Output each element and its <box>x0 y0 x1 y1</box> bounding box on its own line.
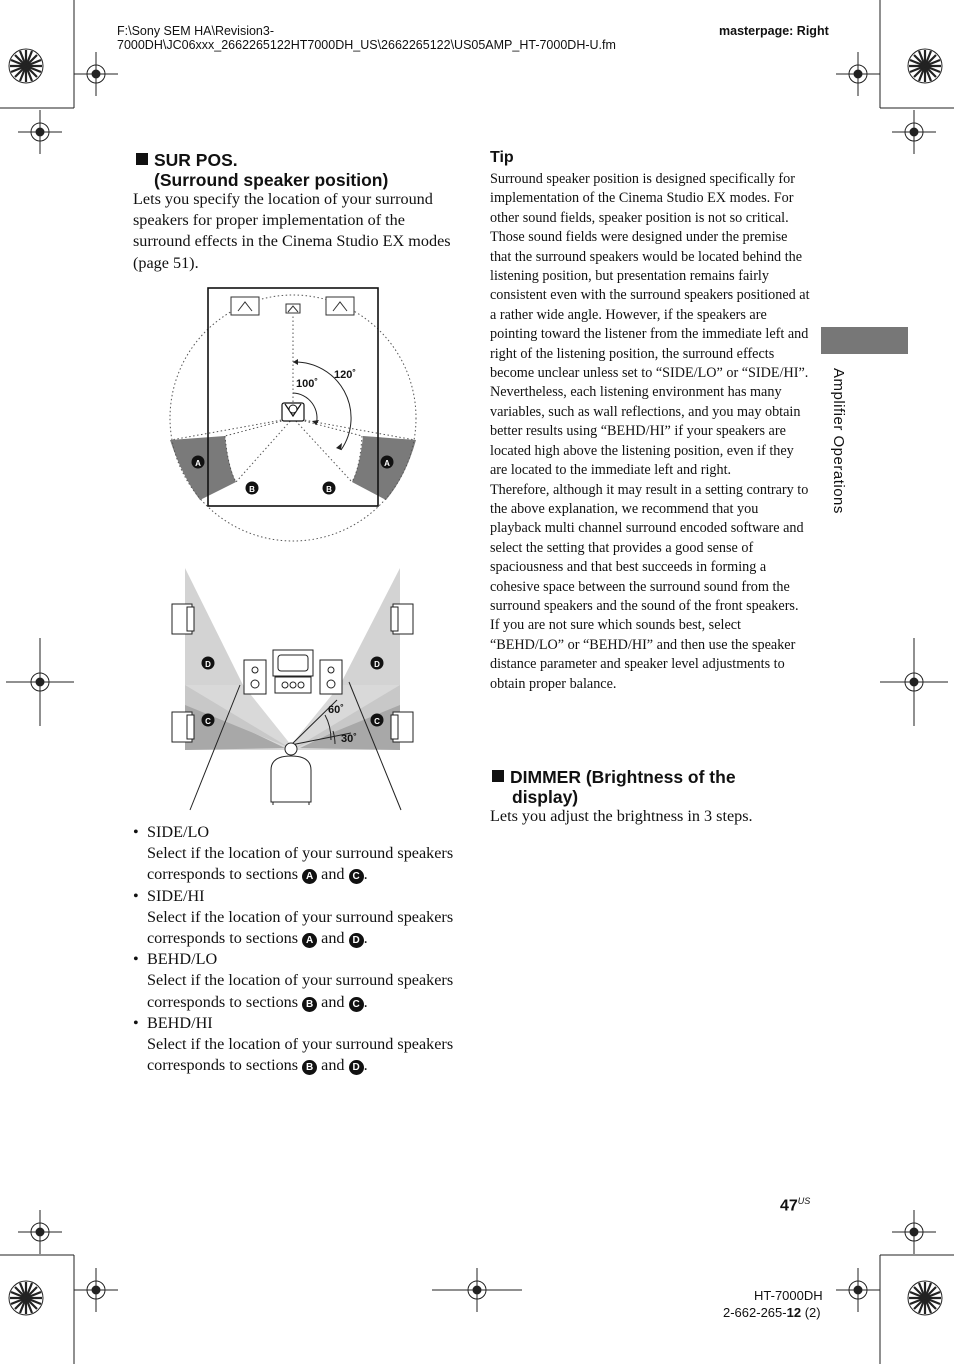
label-d-right <box>371 657 384 670</box>
option-behd-lo <box>133 949 473 1013</box>
front-left-tower <box>244 660 266 694</box>
svg-text:B: B <box>326 485 332 494</box>
option-name: BEHD/HI <box>147 1013 213 1032</box>
angle-30-label: 30˚ <box>341 733 357 745</box>
page-suffix: US <box>797 1196 811 1206</box>
dimmer-subtitle: display) <box>512 787 579 807</box>
file-path-line1: F:\Sony SEM HA\Revision3- <box>117 24 274 38</box>
starburst-mark <box>9 49 43 83</box>
television <box>273 650 313 693</box>
label-a-left <box>192 456 205 469</box>
part-code: 2-662-265-12 (2) <box>723 1305 821 1320</box>
model-number: HT-7000DH <box>754 1288 823 1303</box>
bullet-icon: • <box>133 950 139 969</box>
front-right-speaker <box>326 297 354 315</box>
tip-paragraph: Therefore, although it may result in a setting contrary to the above explanation, we recommend that you playback multi channel surround encoded software and select the setting that provides a good sense of spaciousness and that best succeeds in forming a cohesive space between the surround sound from the surround speakers and the sound of the front speakers. If you are not sure which sounds best, select “BEHD/LO” or “BEHD/HI” and then use the speaker distance parameter and speaker level adjustments to obtain proper balance. <box>490 481 809 692</box>
angle-100-label: 100˚ <box>296 378 319 390</box>
crosshair-mark <box>74 1268 118 1312</box>
svg-text:D: D <box>374 660 380 669</box>
option-description: Select if the location of your surround speakers corresponds to sections B and C . <box>147 971 454 1011</box>
svg-text:A: A <box>384 459 390 468</box>
square-bullet-icon <box>492 770 504 782</box>
label-b-left <box>246 482 259 495</box>
section-badge: C <box>349 869 364 884</box>
option-name: SIDE/LO <box>147 823 210 841</box>
section-badge: B <box>302 1060 317 1075</box>
option-description: Select if the location of your surround speakers corresponds to sections A and D . <box>147 907 454 948</box>
option-behd-hi <box>133 1013 473 1077</box>
angle-60-label: 60˚ <box>328 704 344 716</box>
masterpage-label: masterpage: Right <box>719 24 829 38</box>
section-tab-label: Amplifier Operations <box>830 368 847 514</box>
listener-chair <box>282 403 304 421</box>
dimmer-heading <box>492 767 736 807</box>
svg-text:C: C <box>374 717 380 726</box>
option-description: Select if the location of your surround speakers corresponds to sections A and C . <box>147 844 454 884</box>
crosshair-mark <box>836 1268 880 1312</box>
label-b-right <box>323 482 336 495</box>
bullet-icon: • <box>133 823 139 841</box>
starburst-mark <box>908 49 942 83</box>
crosshair-mark <box>836 52 880 96</box>
speaker-position-diagram-top <box>160 280 430 550</box>
tip-paragraph: Those sound fields were designed under the premise that the surround speakers would be located behind the listening position, but presentation remains fairly consistent even with the surround speakers positioned at a rather wide angle. However, if the speakers are pointing toward the listener from the immediate left and right of the listening position, the surround effects become unclear unless set to “SIDE/LO” or “SIDE/HI”. <box>490 229 810 382</box>
crosshair-mark <box>880 638 948 726</box>
option-side-lo <box>133 822 473 886</box>
label-c-left <box>202 714 215 727</box>
option-side-hi <box>133 886 473 950</box>
section-badge: A <box>302 933 317 948</box>
bullet-icon: • <box>133 886 139 905</box>
section-badge: D <box>349 1060 364 1075</box>
bullet-icon: • <box>133 1013 139 1032</box>
sur-pos-subtitle: (Surround speaker position) <box>154 170 389 190</box>
tip-heading: Tip <box>490 149 514 166</box>
sur-pos-heading <box>136 150 388 190</box>
crosshair-mark <box>892 1210 936 1254</box>
section-badge: C <box>349 997 364 1012</box>
svg-text:C: C <box>205 717 211 726</box>
crosshair-mark <box>892 110 936 154</box>
svg-text:D: D <box>205 660 211 669</box>
page-number: $47^{US}$ <box>780 1196 811 1215</box>
option-description: Select if the location of your surround speakers corresponds to sections B and D . <box>147 1035 454 1075</box>
tip-paragraph: Surround speaker position is designed specifically for implementation of the Cinema Studio EX modes. For other sound fields, speaker position is not so critical. <box>490 171 795 226</box>
angle-120-label: 120˚ <box>334 369 357 381</box>
crosshair-mark <box>18 110 62 154</box>
starburst-mark <box>9 1281 43 1315</box>
listener-seat <box>271 743 311 805</box>
front-left-speaker <box>231 297 259 315</box>
tip-body <box>490 170 810 694</box>
crosshair-mark <box>74 52 118 96</box>
sur-pos-intro: Lets you specify the location of your surround speakers for proper implementation of the surround effects in the Cinema Studio EX modes (page 51). <box>133 190 451 272</box>
option-name: SIDE/HI <box>147 886 205 905</box>
section-badge: D <box>349 933 364 948</box>
svg-text:B: B <box>249 485 255 494</box>
crosshair-mark <box>432 1268 522 1312</box>
speaker-position-diagram-side <box>165 560 415 815</box>
tip-paragraph: Nevertheless, each listening environment has many variables, such as wall reflections, and you may obtain better results using “BEHD/HI” if your speakers are located high above the listening position, even if they are located to the immediate left and right. <box>490 384 801 479</box>
section-badge: A <box>302 869 317 884</box>
crosshair-mark <box>18 1210 62 1254</box>
square-bullet-icon <box>136 153 148 165</box>
label-a-right <box>381 456 394 469</box>
section-tab-marker <box>821 327 908 354</box>
label-d-left <box>202 657 215 670</box>
file-path-line2: 7000DH\JC06xxx_2662265122HT7000DH_US\2662265122\US05AMP_HT-7000DH-U.fm <box>117 38 616 52</box>
section-badge: B <box>302 997 317 1012</box>
option-list <box>133 822 473 1076</box>
crosshair-mark <box>6 638 74 726</box>
sur-pos-title: SUR POS. <box>154 150 238 170</box>
svg-text:A: A <box>195 459 201 468</box>
dimmer-title: DIMMER (Brightness of the <box>510 767 736 787</box>
dimmer-description: Lets you adjust the brightness in 3 steps. <box>490 807 753 825</box>
front-right-tower <box>320 660 342 694</box>
label-c-right <box>371 714 384 727</box>
starburst-mark <box>908 1281 942 1315</box>
option-name: BEHD/LO <box>147 950 218 969</box>
